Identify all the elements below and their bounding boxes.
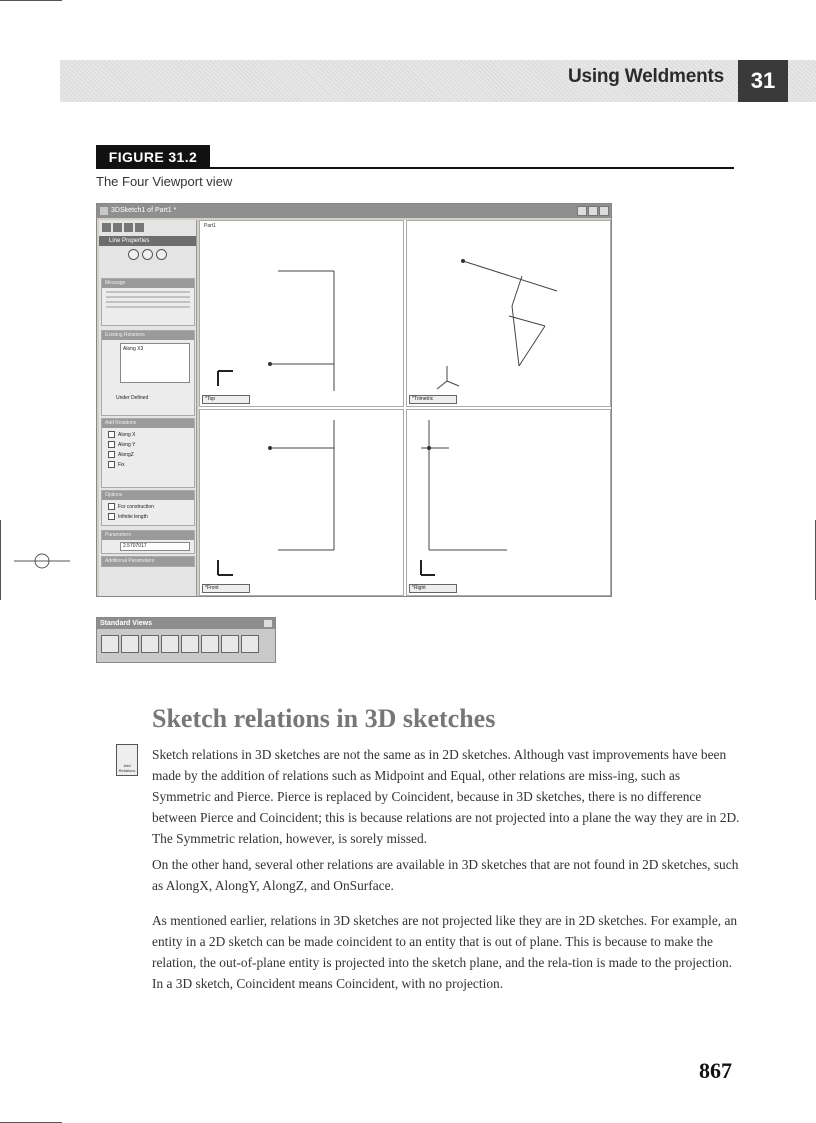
minimize-icon[interactable]: [577, 206, 587, 216]
front-view-sketch: [200, 410, 405, 597]
back-view-icon[interactable]: [141, 635, 159, 653]
two-view-icon[interactable]: [221, 635, 239, 653]
view-selector-front[interactable]: *Front: [202, 584, 250, 593]
crop-mark-left: [0, 520, 1, 600]
standard-views-toolbar: [96, 617, 276, 663]
options-header[interactable]: Options: [102, 491, 194, 500]
view-selector-trimetric[interactable]: *Trimetric: [409, 395, 457, 404]
normal-to-icon[interactable]: [101, 635, 119, 653]
viewport-trimetric[interactable]: [406, 220, 611, 407]
close-icon[interactable]: [599, 206, 609, 216]
view-selector-right[interactable]: *Right: [409, 584, 457, 593]
manager-tabs: [99, 220, 196, 236]
front-view-icon[interactable]: [121, 635, 139, 653]
existing-relations-header[interactable]: Existing Relations: [102, 331, 194, 340]
paragraph-2: On the other hand, several other relations are available in 3D sketches that are not found in 2D sketches, such as AlongX, AlongY, AlongZ, and OnSurface.: [152, 857, 739, 893]
viewport-right[interactable]: [406, 409, 611, 596]
isometric-view-icon[interactable]: [181, 635, 199, 653]
relation-along-x[interactable]: Along X: [108, 431, 188, 438]
chapter-number: 31: [738, 60, 788, 102]
figure-caption: The Four Viewport view: [96, 174, 233, 189]
existing-relation-item[interactable]: Along X3: [123, 346, 144, 352]
cancel-icon[interactable]: [142, 249, 153, 260]
app-icon: [100, 207, 108, 215]
figure-label: FIGURE 31.2: [96, 145, 210, 169]
relation-along-z[interactable]: AlongZ: [108, 451, 188, 458]
page-number: 867: [699, 1058, 732, 1083]
toolbar-icons: [97, 629, 275, 659]
left-view-icon[interactable]: [161, 635, 179, 653]
help-icon[interactable]: [156, 249, 167, 260]
length-input[interactable]: 2.5707017: [120, 542, 190, 551]
feature-tree-root[interactable]: Part1: [204, 223, 216, 229]
toolbar-close-icon[interactable]: [264, 620, 272, 627]
top-view-sketch: [200, 221, 405, 408]
viewport-front[interactable]: [199, 409, 404, 596]
crop-mark-top: [0, 0, 62, 1]
property-manager: [99, 220, 197, 596]
message-section-header[interactable]: Message: [102, 279, 194, 288]
toolbar-title: Standard Views: [97, 618, 275, 629]
add-relations-icon: Add Relations: [116, 744, 138, 776]
restore-icon[interactable]: [588, 206, 598, 216]
message-section: [101, 278, 195, 326]
add-relations-section: [101, 418, 195, 488]
additional-parameters-section: [101, 556, 195, 567]
option-infinite-length[interactable]: Infinite length: [108, 513, 188, 520]
figure-screenshot: [96, 203, 612, 597]
viewport-grid: [199, 220, 611, 596]
ok-icon[interactable]: [128, 249, 139, 260]
four-view-icon[interactable]: [241, 635, 259, 653]
additional-parameters-header[interactable]: Additional Parameters: [102, 557, 194, 566]
right-view-sketch: [407, 410, 612, 597]
figure-rule: [96, 167, 734, 169]
property-manager-icon[interactable]: [113, 223, 122, 232]
feature-tree-icon[interactable]: [102, 223, 111, 232]
option-construction[interactable]: For construction: [108, 503, 188, 510]
add-relations-header[interactable]: Add Relations: [102, 419, 194, 428]
registration-mark: [14, 548, 70, 574]
confirm-row: [99, 246, 196, 262]
existing-relations-section: [101, 330, 195, 416]
window-titlebar: [97, 204, 611, 218]
single-view-icon[interactable]: [201, 635, 219, 653]
property-manager-title: Line Properties: [99, 236, 196, 246]
paragraph-3: As mentioned earlier, relations in 3D sketches are not projected like they are in 2D sketches. For example, an entity in a 2D sketch can be made coincident to an entity that is out of plane. This is because to make the relation, the out-of-plane entity is projected into the sketch plane, and the rela-tion is made to the projection. In a 3D sketch, Coincident means Coincident, with no projection.: [152, 913, 738, 991]
running-title: Using Weldments: [567, 66, 724, 87]
dimxpert-icon[interactable]: [135, 223, 144, 232]
configuration-icon[interactable]: [124, 223, 133, 232]
window-controls: [577, 206, 609, 216]
status-text: Under Defined: [116, 395, 149, 401]
viewport-top[interactable]: [199, 220, 404, 407]
parameters-header[interactable]: Parameters: [102, 531, 194, 540]
section-heading: Sketch relations in 3D sketches: [152, 704, 496, 733]
relation-fix[interactable]: Fix: [108, 461, 188, 468]
window-title: 3DSketch1 of Part1 *: [111, 207, 177, 214]
options-section: [101, 490, 195, 526]
trimetric-view-sketch: [407, 221, 612, 408]
relation-along-y[interactable]: Along Y: [108, 441, 188, 448]
view-selector-top[interactable]: *Top: [202, 395, 250, 404]
existing-relations-list[interactable]: [120, 343, 190, 383]
parameters-section: [101, 530, 195, 554]
paragraph-1: Sketch relations in 3D sketches are not the same as in 2D sketches. Although vast improvements have been made by the addition of relations such as Midpoint and Equal, other relations are miss-ing, such as Symmetric and Pierce. Pierce is replaced by Coincident, because in 3D sketches, there is no difference between Pierce and Coincident; this is because relations are not projected into a plane the way they are in 2D. The Symmetric relation, however, is sorely missed.: [152, 747, 740, 846]
